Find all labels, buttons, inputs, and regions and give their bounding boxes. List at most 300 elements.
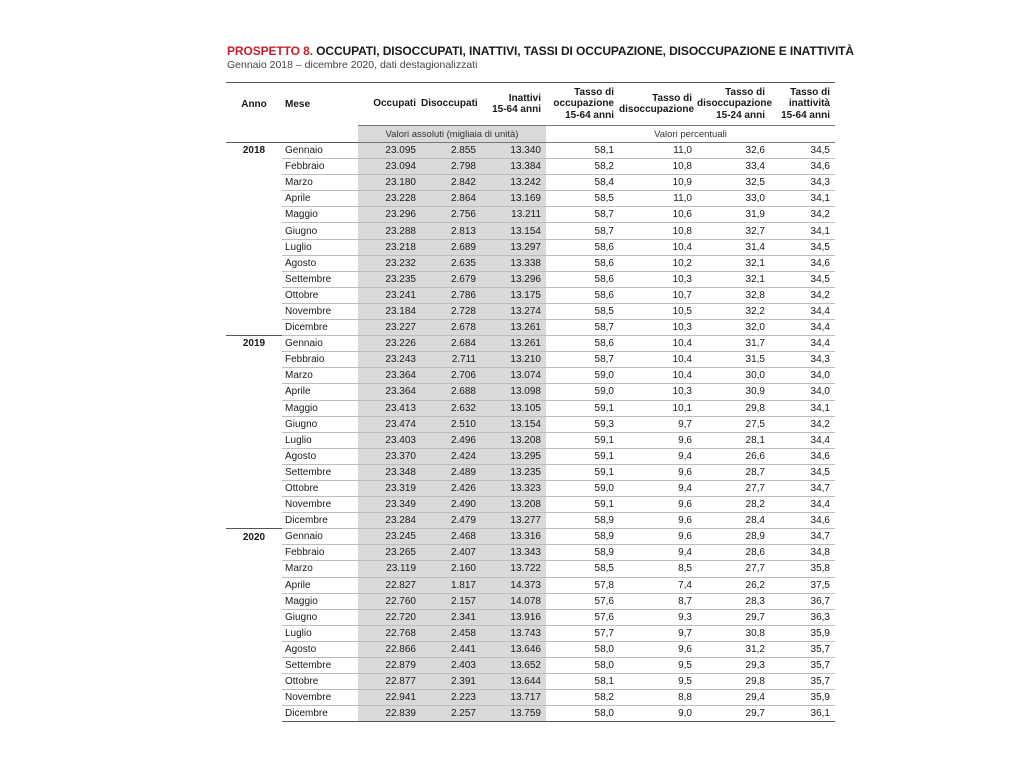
cell-disoccupati: 2.728: [421, 303, 481, 319]
cell-tasso-disoccupazione-giovanile: 27,5: [697, 416, 770, 432]
cell-inattivi: 13.338: [481, 255, 546, 271]
table-row: [226, 416, 835, 432]
cell-disoccupati: 2.813: [421, 223, 481, 239]
cell-disoccupati: 2.786: [421, 287, 481, 303]
cell-anno: 2019: [226, 336, 282, 352]
cell-tasso-disoccupazione: 10,6: [619, 207, 697, 223]
cell-occupati: 23.284: [358, 513, 421, 529]
cell-tasso-inattivita: 34,4: [770, 497, 835, 513]
cell-tasso-inattivita: 35,9: [770, 690, 835, 706]
cell-inattivi: 13.208: [481, 432, 546, 448]
cell-tasso-disoccupazione-giovanile: 32,1: [697, 255, 770, 271]
cell-tasso-occupazione: 58,5: [546, 561, 619, 577]
cell-tasso-disoccupazione-giovanile: 28,3: [697, 593, 770, 609]
cell-inattivi: 13.105: [481, 400, 546, 416]
cell-anno: [226, 320, 282, 336]
cell-occupati: 23.348: [358, 464, 421, 480]
cell-inattivi: 14.078: [481, 593, 546, 609]
cell-tasso-disoccupazione-giovanile: 28,7: [697, 464, 770, 480]
cell-tasso-inattivita: 34,2: [770, 287, 835, 303]
cell-mese: Ottobre: [282, 287, 358, 303]
cell-tasso-occupazione: 58,5: [546, 191, 619, 207]
cell-inattivi: 13.208: [481, 497, 546, 513]
table-row: [226, 175, 835, 191]
cell-occupati: 23.119: [358, 561, 421, 577]
cell-tasso-inattivita: 36,7: [770, 593, 835, 609]
units-absolute: Valori assoluti (migliaia di unità): [358, 126, 546, 143]
cell-tasso-disoccupazione: 8,5: [619, 561, 697, 577]
data-table: [226, 82, 835, 722]
cell-occupati: 23.265: [358, 545, 421, 561]
cell-tasso-disoccupazione: 9,6: [619, 529, 697, 545]
cell-occupati: 23.364: [358, 368, 421, 384]
cell-tasso-occupazione: 59,1: [546, 432, 619, 448]
table-row: [226, 593, 835, 609]
table-row: [226, 352, 835, 368]
cell-mese: Marzo: [282, 368, 358, 384]
cell-mese: Gennaio: [282, 143, 358, 159]
cell-anno: [226, 287, 282, 303]
cell-disoccupati: 2.489: [421, 464, 481, 480]
cell-occupati: 22.827: [358, 577, 421, 593]
cell-occupati: 22.839: [358, 706, 421, 722]
cell-tasso-inattivita: 35,7: [770, 658, 835, 674]
cell-mese: Febbraio: [282, 159, 358, 175]
cell-tasso-inattivita: 34,5: [770, 143, 835, 159]
table-row: [226, 561, 835, 577]
cell-tasso-inattivita: 34,7: [770, 480, 835, 496]
cell-mese: Maggio: [282, 400, 358, 416]
cell-tasso-disoccupazione: 10,3: [619, 320, 697, 336]
cell-tasso-inattivita: 34,5: [770, 271, 835, 287]
cell-mese: Febbraio: [282, 352, 358, 368]
cell-tasso-disoccupazione: 10,4: [619, 352, 697, 368]
cell-mese: Novembre: [282, 497, 358, 513]
cell-tasso-occupazione: 59,0: [546, 480, 619, 496]
cell-occupati: 23.218: [358, 239, 421, 255]
cell-tasso-occupazione: 58,2: [546, 690, 619, 706]
cell-tasso-disoccupazione: 7,4: [619, 577, 697, 593]
cell-tasso-inattivita: 34,1: [770, 191, 835, 207]
cell-tasso-disoccupazione-giovanile: 33,0: [697, 191, 770, 207]
cell-tasso-disoccupazione-giovanile: 30,0: [697, 368, 770, 384]
cell-mese: Marzo: [282, 561, 358, 577]
cell-disoccupati: 2.855: [421, 143, 481, 159]
table-row: [226, 529, 835, 545]
cell-tasso-disoccupazione-giovanile: 28,4: [697, 513, 770, 529]
header-mese: Mese: [282, 83, 358, 126]
cell-tasso-disoccupazione-giovanile: 32,1: [697, 271, 770, 287]
units-row: [226, 126, 835, 143]
cell-anno: [226, 593, 282, 609]
cell-tasso-disoccupazione-giovanile: 29,8: [697, 400, 770, 416]
cell-disoccupati: 1.817: [421, 577, 481, 593]
cell-tasso-disoccupazione-giovanile: 31,9: [697, 207, 770, 223]
cell-tasso-inattivita: 34,2: [770, 416, 835, 432]
cell-mese: Aprile: [282, 577, 358, 593]
cell-mese: Luglio: [282, 239, 358, 255]
cell-inattivi: 13.175: [481, 287, 546, 303]
cell-anno: [226, 641, 282, 657]
cell-tasso-disoccupazione-giovanile: 32,5: [697, 175, 770, 191]
cell-mese: Novembre: [282, 303, 358, 319]
cell-anno: [226, 239, 282, 255]
cell-disoccupati: 2.160: [421, 561, 481, 577]
cell-mese: Gennaio: [282, 336, 358, 352]
cell-mese: Agosto: [282, 641, 358, 657]
cell-anno: [226, 658, 282, 674]
cell-tasso-disoccupazione-giovanile: 26,6: [697, 448, 770, 464]
cell-mese: Luglio: [282, 432, 358, 448]
cell-tasso-disoccupazione: 9,4: [619, 480, 697, 496]
cell-tasso-inattivita: 34,5: [770, 239, 835, 255]
cell-tasso-disoccupazione-giovanile: 26,2: [697, 577, 770, 593]
table-row: [226, 609, 835, 625]
cell-occupati: 23.245: [358, 529, 421, 545]
cell-tasso-disoccupazione-giovanile: 28,2: [697, 497, 770, 513]
cell-tasso-disoccupazione: 9,6: [619, 497, 697, 513]
cell-disoccupati: 2.341: [421, 609, 481, 625]
cell-tasso-inattivita: 34,4: [770, 320, 835, 336]
cell-tasso-inattivita: 35,9: [770, 625, 835, 641]
cell-mese: Novembre: [282, 690, 358, 706]
cell-tasso-disoccupazione-giovanile: 29,8: [697, 674, 770, 690]
header-line: Inattivi: [508, 92, 541, 104]
cell-inattivi: 13.916: [481, 609, 546, 625]
table-row: [226, 625, 835, 641]
cell-mese: Aprile: [282, 191, 358, 207]
cell-inattivi: 13.644: [481, 674, 546, 690]
cell-anno: [226, 175, 282, 191]
cell-inattivi: 13.261: [481, 320, 546, 336]
cell-disoccupati: 2.407: [421, 545, 481, 561]
cell-occupati: 23.232: [358, 255, 421, 271]
cell-tasso-inattivita: 34,3: [770, 175, 835, 191]
cell-disoccupati: 2.424: [421, 448, 481, 464]
cell-tasso-occupazione: 58,1: [546, 674, 619, 690]
cell-anno: [226, 368, 282, 384]
cell-inattivi: 13.235: [481, 464, 546, 480]
cell-occupati: 22.877: [358, 674, 421, 690]
cell-tasso-disoccupazione-giovanile: 31,4: [697, 239, 770, 255]
cell-disoccupati: 2.798: [421, 159, 481, 175]
cell-tasso-occupazione: 58,2: [546, 159, 619, 175]
cell-tasso-disoccupazione: 8,7: [619, 593, 697, 609]
header-inattivi: [481, 83, 546, 126]
header-row: [226, 83, 835, 126]
header-tasso-occupazione: [546, 83, 619, 126]
cell-mese: Luglio: [282, 625, 358, 641]
cell-disoccupati: 2.257: [421, 706, 481, 722]
cell-anno: [226, 513, 282, 529]
cell-tasso-disoccupazione-giovanile: 31,5: [697, 352, 770, 368]
cell-tasso-occupazione: 59,1: [546, 497, 619, 513]
cell-tasso-occupazione: 58,4: [546, 175, 619, 191]
cell-disoccupati: 2.706: [421, 368, 481, 384]
cell-tasso-inattivita: 34,4: [770, 432, 835, 448]
cell-inattivi: 13.277: [481, 513, 546, 529]
cell-tasso-inattivita: 34,5: [770, 464, 835, 480]
cell-mese: Maggio: [282, 593, 358, 609]
table-row: [226, 207, 835, 223]
table-row: [226, 706, 835, 722]
cell-tasso-disoccupazione: 9,6: [619, 641, 697, 657]
table-row: [226, 384, 835, 400]
cell-tasso-disoccupazione: 10,9: [619, 175, 697, 191]
cell-mese: Ottobre: [282, 480, 358, 496]
header-line: occupazione: [553, 98, 614, 110]
table-row: [226, 143, 835, 159]
cell-tasso-disoccupazione: 9,6: [619, 432, 697, 448]
cell-occupati: 23.226: [358, 336, 421, 352]
cell-mese: Dicembre: [282, 320, 358, 336]
cell-inattivi: 13.211: [481, 207, 546, 223]
cell-anno: [226, 432, 282, 448]
header-line: 15-64 anni: [781, 109, 830, 121]
cell-tasso-occupazione: 58,7: [546, 207, 619, 223]
cell-inattivi: 13.297: [481, 239, 546, 255]
cell-occupati: 23.184: [358, 303, 421, 319]
cell-mese: Giugno: [282, 223, 358, 239]
cell-disoccupati: 2.403: [421, 658, 481, 674]
cell-tasso-occupazione: 59,1: [546, 448, 619, 464]
cell-inattivi: 13.074: [481, 368, 546, 384]
cell-disoccupati: 2.684: [421, 336, 481, 352]
cell-mese: Giugno: [282, 416, 358, 432]
cell-anno: [226, 191, 282, 207]
cell-tasso-disoccupazione-giovanile: 32,6: [697, 143, 770, 159]
table-row: [226, 448, 835, 464]
cell-disoccupati: 2.711: [421, 352, 481, 368]
cell-tasso-disoccupazione-giovanile: 28,6: [697, 545, 770, 561]
cell-tasso-inattivita: 34,6: [770, 159, 835, 175]
cell-anno: [226, 609, 282, 625]
cell-anno: [226, 400, 282, 416]
cell-tasso-occupazione: 58,0: [546, 658, 619, 674]
cell-tasso-disoccupazione-giovanile: 33,4: [697, 159, 770, 175]
cell-inattivi: 13.652: [481, 658, 546, 674]
cell-disoccupati: 2.756: [421, 207, 481, 223]
cell-tasso-occupazione: 58,6: [546, 239, 619, 255]
table-row: [226, 641, 835, 657]
report-title-prefix: PROSPETTO 8.: [227, 44, 313, 58]
cell-tasso-disoccupazione-giovanile: 29,7: [697, 706, 770, 722]
cell-disoccupati: 2.458: [421, 625, 481, 641]
cell-tasso-disoccupazione: 10,7: [619, 287, 697, 303]
cell-mese: Settembre: [282, 271, 358, 287]
cell-tasso-disoccupazione-giovanile: 27,7: [697, 480, 770, 496]
cell-tasso-disoccupazione-giovanile: 28,1: [697, 432, 770, 448]
table-row: [226, 432, 835, 448]
table-row: [226, 545, 835, 561]
units-spacer: [282, 126, 358, 143]
cell-disoccupati: 2.468: [421, 529, 481, 545]
cell-disoccupati: 2.496: [421, 432, 481, 448]
cell-anno: [226, 625, 282, 641]
cell-inattivi: 13.154: [481, 223, 546, 239]
cell-inattivi: 13.154: [481, 416, 546, 432]
cell-tasso-inattivita: 36,1: [770, 706, 835, 722]
cell-tasso-occupazione: 59,1: [546, 464, 619, 480]
table-row: [226, 577, 835, 593]
cell-inattivi: 13.261: [481, 336, 546, 352]
cell-mese: Ottobre: [282, 674, 358, 690]
cell-tasso-inattivita: 34,0: [770, 384, 835, 400]
cell-mese: Marzo: [282, 175, 358, 191]
cell-anno: [226, 464, 282, 480]
cell-tasso-disoccupazione: 10,3: [619, 384, 697, 400]
cell-tasso-disoccupazione: 11,0: [619, 191, 697, 207]
cell-disoccupati: 2.632: [421, 400, 481, 416]
cell-tasso-disoccupazione: 9,0: [619, 706, 697, 722]
cell-tasso-inattivita: 34,4: [770, 336, 835, 352]
table-row: [226, 303, 835, 319]
table-row: [226, 223, 835, 239]
table-row: [226, 159, 835, 175]
cell-anno: [226, 159, 282, 175]
cell-mese: Maggio: [282, 207, 358, 223]
header-line: disoccupazione: [619, 104, 695, 115]
cell-tasso-inattivita: 34,1: [770, 400, 835, 416]
cell-tasso-occupazione: 58,9: [546, 513, 619, 529]
cell-anno: 2020: [226, 529, 282, 545]
cell-disoccupati: 2.864: [421, 191, 481, 207]
cell-tasso-disoccupazione: 9,4: [619, 448, 697, 464]
cell-tasso-occupazione: 59,0: [546, 384, 619, 400]
cell-tasso-occupazione: 59,1: [546, 400, 619, 416]
cell-occupati: 22.720: [358, 609, 421, 625]
cell-tasso-disoccupazione: 10,4: [619, 336, 697, 352]
cell-tasso-disoccupazione: 10,2: [619, 255, 697, 271]
units-percent: Valori percentuali: [546, 126, 835, 143]
cell-anno: [226, 448, 282, 464]
cell-anno: [226, 384, 282, 400]
header-line: 15-64 anni: [565, 109, 614, 121]
cell-mese: Settembre: [282, 658, 358, 674]
cell-tasso-disoccupazione-giovanile: 32,8: [697, 287, 770, 303]
cell-occupati: 23.227: [358, 320, 421, 336]
cell-tasso-occupazione: 58,7: [546, 320, 619, 336]
cell-tasso-disoccupazione: 9,4: [619, 545, 697, 561]
cell-tasso-occupazione: 58,6: [546, 271, 619, 287]
cell-tasso-inattivita: 34,6: [770, 448, 835, 464]
cell-anno: [226, 255, 282, 271]
header-tasso-disoccupazione: [619, 83, 697, 126]
cell-tasso-occupazione: 58,9: [546, 545, 619, 561]
cell-tasso-inattivita: 34,6: [770, 255, 835, 271]
cell-tasso-occupazione: 58,9: [546, 529, 619, 545]
cell-disoccupati: 2.678: [421, 320, 481, 336]
cell-tasso-occupazione: 57,6: [546, 609, 619, 625]
cell-inattivi: 13.743: [481, 625, 546, 641]
cell-tasso-inattivita: 35,7: [770, 641, 835, 657]
cell-anno: [226, 480, 282, 496]
cell-tasso-occupazione: 58,0: [546, 706, 619, 722]
cell-anno: [226, 271, 282, 287]
table-body: [226, 143, 835, 722]
cell-tasso-disoccupazione: 10,1: [619, 400, 697, 416]
cell-mese: Agosto: [282, 255, 358, 271]
cell-anno: [226, 207, 282, 223]
cell-inattivi: 13.316: [481, 529, 546, 545]
table-row: [226, 239, 835, 255]
cell-disoccupati: 2.679: [421, 271, 481, 287]
report-title: [227, 44, 854, 59]
cell-tasso-occupazione: 58,6: [546, 255, 619, 271]
cell-occupati: 23.241: [358, 287, 421, 303]
cell-anno: [226, 577, 282, 593]
report-subtitle: Gennaio 2018 – dicembre 2020, dati destagionalizzati: [227, 59, 478, 71]
cell-disoccupati: 2.689: [421, 239, 481, 255]
cell-inattivi: 13.340: [481, 143, 546, 159]
table-row: [226, 336, 835, 352]
header-line: Tasso di: [574, 86, 614, 98]
cell-occupati: 23.413: [358, 400, 421, 416]
cell-mese: Giugno: [282, 609, 358, 625]
cell-tasso-occupazione: 58,7: [546, 223, 619, 239]
cell-anno: [226, 497, 282, 513]
cell-tasso-disoccupazione-giovanile: 29,7: [697, 609, 770, 625]
cell-tasso-occupazione: 58,6: [546, 336, 619, 352]
table-row: [226, 674, 835, 690]
cell-mese: Dicembre: [282, 706, 358, 722]
cell-tasso-disoccupazione: 10,5: [619, 303, 697, 319]
cell-inattivi: 13.343: [481, 545, 546, 561]
cell-occupati: 23.474: [358, 416, 421, 432]
cell-disoccupati: 2.479: [421, 513, 481, 529]
cell-tasso-disoccupazione-giovanile: 32,2: [697, 303, 770, 319]
cell-inattivi: 13.242: [481, 175, 546, 191]
cell-inattivi: 13.274: [481, 303, 546, 319]
cell-tasso-occupazione: 57,6: [546, 593, 619, 609]
cell-tasso-inattivita: 34,6: [770, 513, 835, 529]
cell-tasso-inattivita: 34,0: [770, 368, 835, 384]
cell-tasso-disoccupazione: 8,8: [619, 690, 697, 706]
cell-disoccupati: 2.842: [421, 175, 481, 191]
cell-mese: Dicembre: [282, 513, 358, 529]
cell-inattivi: 13.169: [481, 191, 546, 207]
cell-tasso-occupazione: 58,0: [546, 641, 619, 657]
cell-tasso-disoccupazione-giovanile: 32,7: [697, 223, 770, 239]
cell-tasso-inattivita: 34,2: [770, 207, 835, 223]
cell-disoccupati: 2.223: [421, 690, 481, 706]
cell-occupati: 22.760: [358, 593, 421, 609]
cell-disoccupati: 2.426: [421, 480, 481, 496]
cell-disoccupati: 2.635: [421, 255, 481, 271]
cell-tasso-disoccupazione: 9,5: [619, 674, 697, 690]
cell-occupati: 23.094: [358, 159, 421, 175]
cell-disoccupati: 2.157: [421, 593, 481, 609]
cell-tasso-disoccupazione-giovanile: 31,7: [697, 336, 770, 352]
table-row: [226, 497, 835, 513]
cell-tasso-disoccupazione: 9,3: [619, 609, 697, 625]
table-row: [226, 400, 835, 416]
cell-tasso-inattivita: 34,1: [770, 223, 835, 239]
table-row: [226, 368, 835, 384]
cell-tasso-inattivita: 34,3: [770, 352, 835, 368]
cell-tasso-disoccupazione: 11,0: [619, 143, 697, 159]
cell-inattivi: 13.722: [481, 561, 546, 577]
cell-tasso-occupazione: 58,6: [546, 287, 619, 303]
cell-tasso-occupazione: 58,7: [546, 352, 619, 368]
cell-occupati: 23.319: [358, 480, 421, 496]
report-title-text: OCCUPATI, DISOCCUPATI, INATTIVI, TASSI DI OCCUPAZIONE, DISOCCUPAZIONE E INATTIVITÀ: [312, 44, 854, 58]
header-line: Tasso di: [652, 92, 692, 104]
cell-tasso-disoccupazione: 9,7: [619, 416, 697, 432]
cell-disoccupati: 2.510: [421, 416, 481, 432]
cell-tasso-disoccupazione-giovanile: 30,8: [697, 625, 770, 641]
cell-occupati: 23.364: [358, 384, 421, 400]
